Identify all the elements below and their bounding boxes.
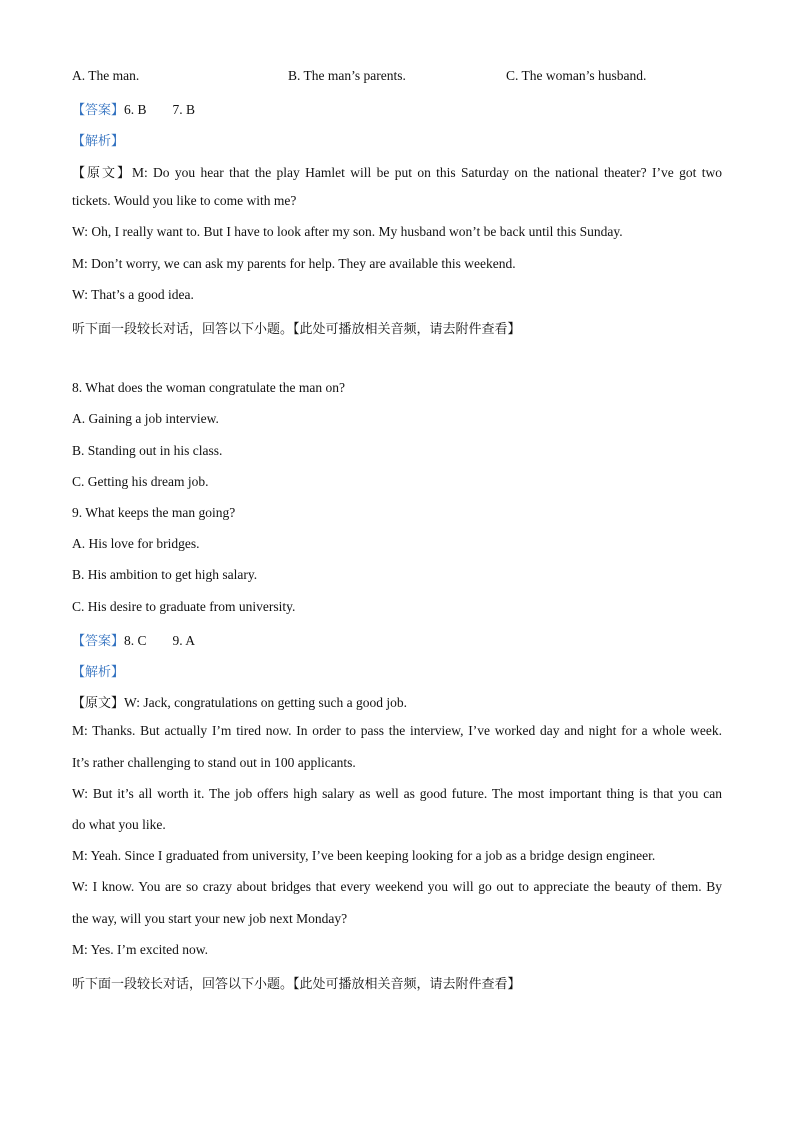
transcript-line: M: Yeah. Since I graduated from university, I’ve been keeping looking for a job as a bridge design engineer. <box>72 848 656 863</box>
transcript-line: the way, will you start your new job next Monday? <box>72 911 348 926</box>
transcript-line: W: But it’s all worth it. The job offers high salary as well as good future. The most important thing is that you can <box>72 786 722 801</box>
transcript-text: W: Jack, congratulations on getting such a good job. <box>124 695 407 710</box>
transcript-text: M: Do you hear that the play Hamlet will be put on this Saturday on the national theater? I’ve got two <box>131 165 722 180</box>
listening-instruction: 听下面一段较长对话，回答以下小题。【此处可播放相关音频，请去附件查看】 <box>72 322 521 337</box>
transcript-line: W: I know. You are so crazy about bridges that every weekend you will go out to appreciate the beauty of them. By <box>72 879 722 894</box>
option-a: A. The man. <box>72 68 140 83</box>
question-9-option-a: A. His love for bridges. <box>72 536 200 551</box>
transcript-line <box>72 162 722 181</box>
transcript-line: do what you like. <box>72 817 166 832</box>
analysis-label: 【解析】 <box>72 665 125 680</box>
transcript-line: tickets. Would you like to come with me? <box>72 193 297 208</box>
answer-label: 【答案】 <box>72 103 125 118</box>
transcript-line: It’s rather challenging to stand out in 100 applicants. <box>72 755 356 770</box>
transcript-line: W: That’s a good idea. <box>72 287 194 302</box>
source-label: 【原文】 <box>72 696 125 711</box>
answer-8: 8. C <box>124 633 147 648</box>
analysis-label: 【解析】 <box>72 134 125 149</box>
answer-6: 6. B <box>124 102 147 117</box>
transcript-line: M: Thanks. But actually I’m tired now. In order to pass the interview, I’ve worked day and night for a whole week. <box>72 723 722 738</box>
answer-line-2 <box>72 630 195 649</box>
answer-7: 7. B <box>172 102 196 117</box>
transcript-line <box>72 692 407 711</box>
question-8-option-b: B. Standing out in his class. <box>72 443 223 458</box>
answer-label: 【答案】 <box>72 634 125 649</box>
option-c: C. The woman’s husband. <box>506 68 647 83</box>
option-b: B. The man’s parents. <box>288 68 406 83</box>
question-8: 8. What does the woman congratulate the man on? <box>72 380 346 395</box>
question-8-option-c: C. Getting his dream job. <box>72 474 209 489</box>
transcript-line: M: Yes. I’m excited now. <box>72 942 208 957</box>
question-9-option-c: C. His desire to graduate from university. <box>72 599 296 614</box>
question-8-option-a: A. Gaining a job interview. <box>72 411 219 426</box>
transcript-line: W: Oh, I really want to. But I have to look after my son. My husband won’t be back until this Sunday. <box>72 224 623 239</box>
listening-instruction: 听下面一段较长对话，回答以下小题。【此处可播放相关音频，请去附件查看】 <box>72 977 521 992</box>
source-label: 【原文】 <box>72 166 132 181</box>
question-9: 9. What keeps the man going? <box>72 505 236 520</box>
transcript-line: M: Don’t worry, we can ask my parents for help. They are available this weekend. <box>72 256 516 271</box>
answer-9: 9. A <box>172 633 196 648</box>
answer-line-1 <box>72 99 195 118</box>
question-9-option-b: B. His ambition to get high salary. <box>72 567 258 582</box>
